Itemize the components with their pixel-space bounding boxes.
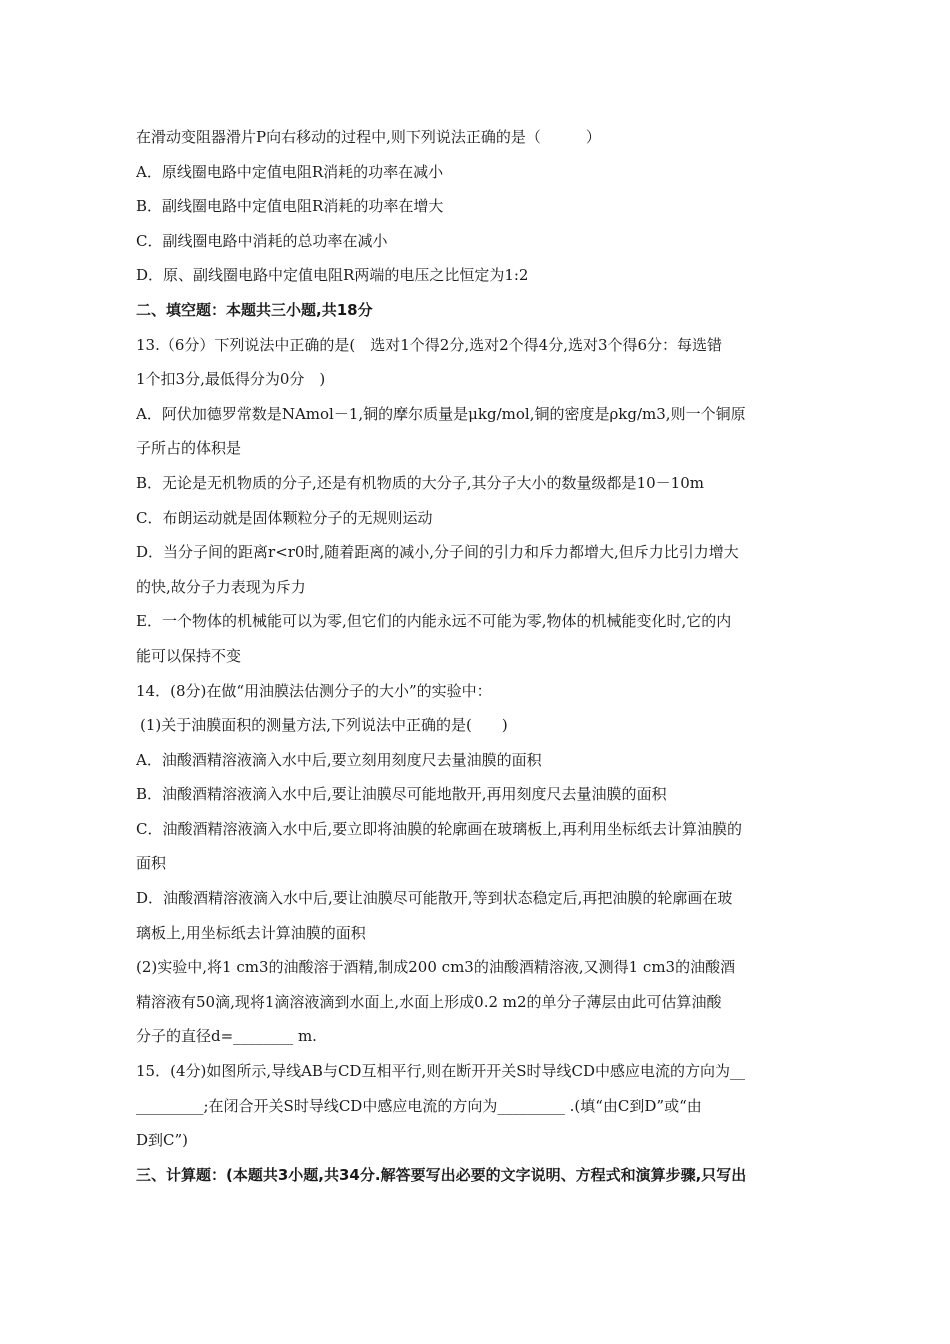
text-line: D．油酸酒精溶液滴入水中后,要让油膜尽可能散开,等到状态稳定后,再把油膜的轮廓画在玻	[136, 889, 733, 908]
text-line: D到C”)	[136, 1131, 189, 1150]
section-heading: 三、计算题：(本题共3小题,共34分.解答要写出必要的文字说明、方程式和演算步骤,只写出	[136, 1165, 747, 1184]
text-line: (1)关于油膜面积的测量方法,下列说法中正确的是( )	[140, 716, 508, 735]
text-line: 在滑动变阻器滑片P向右移动的过程中,则下列说法正确的是（ ）	[136, 128, 601, 146]
text-line: E．一个物体的机械能可以为零,但它们的内能永远不可能为零,物体的机械能变化时,它的内	[136, 612, 732, 631]
text-line: 15．(4分)如图所示,导线AB与CD互相平行,则在断开开关S时导线CD中感应电流的方向为__	[136, 1062, 746, 1081]
text-line: 13.（6分）下列说法中正确的是( 选对1个得2分,选对2个得4分,选对3个得6分：每选错	[136, 335, 723, 354]
text-line: C．副线圈电路中消耗的总功率在减小	[136, 231, 388, 250]
text-line: 的快,故分子力表现为斥力	[136, 577, 306, 596]
text-line: 1个扣3分,最低得分为0分 )	[136, 370, 326, 389]
text-line: 面积	[136, 854, 167, 873]
text-line: A．油酸酒精溶液滴入水中后,要立刻用刻度尺去量油膜的面积	[136, 750, 542, 769]
text-line: 14．(8分)在做“用油膜法估测分子的大小”的实验中：	[136, 681, 492, 700]
text-line: D．原、副线圈电路中定值电阻R两端的电压之比恒定为1:2	[136, 266, 529, 285]
section-heading: 二、填空题：本题共三小题,共18分	[136, 300, 373, 319]
text-line: 璃板上,用坐标纸去计算油膜的面积	[136, 923, 366, 942]
text-line: D．当分子间的距离r<r0时,随着距离的减小,分子间的引力和斥力都增大,但斥力比引力增大	[136, 543, 739, 562]
text-line: B．无论是无机物质的分子,还是有机物质的大分子,其分子大小的数量级都是10－10m	[136, 473, 704, 492]
text-line: 能可以保持不变	[136, 646, 242, 665]
text-line: _________;在闭合开关S时导线CD中感应电流的方向为_________ .(填“由C到D”或“由	[136, 1096, 702, 1115]
text-line: 精溶液有50滴,现将1滴溶液滴到水面上,水面上形成0.2 m2的单分子薄层由此可估算油酸	[136, 992, 722, 1011]
text-line: A．阿伏加德罗常数是NAmol－1,铜的摩尔质量是μkg/mol,铜的密度是ρkg/m3,则一个铜原	[136, 404, 746, 423]
text-line: C．油酸酒精溶液滴入水中后,要立即将油膜的轮廓画在玻璃板上,再利用坐标纸去计算油膜的	[136, 819, 743, 838]
text-line: B．油酸酒精溶液滴入水中后,要让油膜尽可能地散开,再用刻度尺去量油膜的面积	[136, 785, 667, 804]
text-line: 分子的直径d=________ m.	[136, 1027, 317, 1046]
text-line: C．布朗运动就是固体颗粒分子的无规则运动	[136, 508, 433, 527]
document-body	[136, 124, 820, 1196]
text-line: 子所占的体积是	[136, 439, 242, 458]
text-line: A．原线圈电路中定值电阻R消耗的功率在减小	[136, 162, 444, 181]
text-line: B．副线圈电路中定值电阻R消耗的功率在增大	[136, 197, 444, 216]
text-line: (2)实验中,将1 cm3的油酸溶于酒精,制成200 cm3的油酸酒精溶液,又测得1 cm3的油酸酒	[136, 958, 736, 977]
